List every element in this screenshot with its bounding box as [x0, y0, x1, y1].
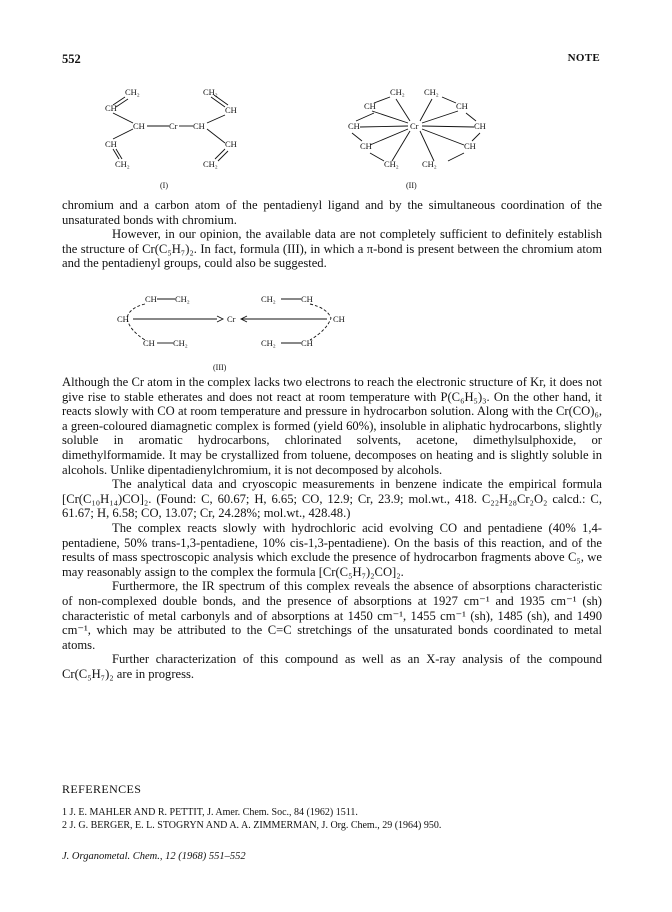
bond [422, 129, 464, 145]
bond [207, 115, 225, 123]
bond [466, 113, 476, 121]
paragraph: Further characterization of this compound as well as an X-ray analysis of the compound Cr(C₅H₇)₂ are in progress. [62, 652, 602, 681]
figure-label: (III) [213, 363, 227, 372]
section-label: NOTE [567, 52, 600, 64]
atom-label: CH [143, 338, 155, 348]
bond [356, 113, 374, 121]
paragraph-block-2 [62, 375, 602, 681]
bond [113, 149, 119, 159]
bond [113, 97, 125, 105]
atom-label: CH₂ [203, 159, 218, 169]
paragraph-block-1 [62, 198, 602, 271]
atom-label: CH₂ [125, 87, 140, 97]
atom-label: CH [474, 121, 486, 131]
atom-label: CH [348, 121, 360, 131]
bond [113, 113, 133, 123]
bond [422, 111, 458, 123]
atom-label: CH₂ [261, 294, 276, 304]
atom-label: CH₂ [422, 159, 437, 169]
atom-label: CH₂ [424, 87, 439, 97]
atom-label: CH₂ [390, 87, 405, 97]
bond [370, 153, 384, 161]
arrow-head [217, 316, 223, 322]
atom-label: CH [133, 121, 145, 131]
figure-label: (II) [406, 181, 417, 190]
atom-label: CH [117, 314, 129, 324]
bond [442, 97, 456, 103]
structure-figure-1 [95, 85, 270, 195]
paragraph: Although the Cr atom in the complex lacks two electrons to reach the electronic structure of Kr, it does not give rise to stable etherates and does not react at room temperature with P(C₆H₅)₃. On the other hand, it reacts slowly with CO at room temperature and pressure in hydrocarbon solution. Along with the Cr(CO)₆, a green-coloured diamagnetic complex is formed (yield 60%), insoluble in aliphatic hydrocarbons, slightly soluble in aromatic hydrocarbons, chlorinated solvents, acetone, dimethylsulphoxide, or dimethylformamide. It may be crystallized from toluene, decomposes on heating and is slightly soluble in alcohols. Unlike dipentadienylchromium, it is not decomposed by alcohols. [62, 375, 602, 477]
bond [374, 97, 390, 103]
bond [370, 129, 408, 145]
bond [472, 133, 480, 141]
structure-figure-3 [105, 290, 375, 375]
bond [360, 126, 408, 127]
bond [372, 111, 408, 123]
atom-label: CH₂ [115, 159, 130, 169]
paragraph: Furthermore, the IR spectrum of this complex reveals the absence of absorptions characteristic of non-complexed double bonds, and the presence of absorptions at 1927 cm⁻¹ and 1935 cm⁻¹ (sh) characteristic of metal carbonyls and of absorptions at 1450 cm⁻¹, 1455 cm⁻¹ (sh), 1485 (sh), and 1490 cm⁻¹, which may be attributed to the C=C stretchings of the unsaturated bonds coordinated to metal atoms. [62, 579, 602, 652]
journal-citation: J. Organometal. Chem., 12 (1968) 551–552 [62, 851, 246, 862]
atom-label: CH₂ [175, 294, 190, 304]
bond [422, 126, 474, 127]
paragraph: The analytical data and cryoscopic measurements in benzene indicate the empirical formula [Cr(C₁₀H₁₄)CO]₂. (Found: C, 60.67; H, 6.65; CO, 12.9; Cr, 23.9; mol.wt., 418. C₂₂H₂₈Cr₂O₂ calcd.: C, 61.67; H, 6.58; CO, 13.07; Cr, 24.28%; mol.wt., 428.48.) [62, 477, 602, 521]
bond [420, 99, 432, 121]
atom-label: CH [333, 314, 345, 324]
atom-label: CH [105, 139, 117, 149]
pi-system-left [127, 304, 145, 340]
atom-label: Cr [227, 314, 236, 324]
structure-figure-2 [330, 85, 520, 195]
atom-label: Cr [410, 121, 419, 131]
paragraph: The complex reacts slowly with hydrochloric acid evolving CO and pentadiene (40% 1,4-pentadiene, 50% trans-1,3-pentadiene, 10% cis-1,3-pentadiene). On the basis of this reaction, and of the results of mass spectroscopic analysis which exclude the presence of hydrocarbon fragments above C₅, we may reasonably assign to the complex the formula [Cr(C₅H₇)₂CO]₂. [62, 520, 602, 579]
reference-item: 1 J. E. MAHLER AND R. PETTIT, J. Amer. Chem. Soc., 84 (1962) 1511. [62, 807, 358, 818]
paragraph: chromium and a carbon atom of the pentadienyl ligand and by the simultaneous coordination of the unsaturated bonds with chromium. [62, 198, 602, 227]
atom-label: CH [145, 294, 157, 304]
bond [116, 99, 128, 107]
bond [448, 153, 464, 161]
bond [211, 97, 225, 107]
bond [218, 151, 228, 161]
figure-label: (I) [160, 181, 168, 190]
atom-label: CH [105, 103, 117, 113]
bond [215, 149, 225, 159]
bond [116, 149, 122, 159]
atom-label: CH [225, 139, 237, 149]
paragraph: However, in our opinion, the available data are not completely sufficient to definitely establish the structure of Cr(C₅H₇)₂. In fact, formula (III), in which a π-bond is present between the chromium atom and the pentadienyl groups, could also be suggested. [62, 227, 602, 271]
bond [392, 131, 410, 161]
atom-label: CH₂ [173, 338, 188, 348]
bond [396, 99, 410, 121]
atom-label: CH [364, 101, 376, 111]
atom-label: CH [301, 294, 313, 304]
atom-label: CH [301, 338, 313, 348]
atom-label: CH₂ [261, 338, 276, 348]
atom-label: CH₂ [203, 87, 218, 97]
atom-label: CH [225, 105, 237, 115]
bond [113, 129, 133, 139]
bond [352, 133, 362, 141]
atom-label: CH [456, 101, 468, 111]
bond [420, 131, 434, 161]
atom-label: CH [193, 121, 205, 131]
atom-label: Cr [169, 121, 178, 131]
atom-label: CH [360, 141, 372, 151]
page-number: 552 [62, 52, 81, 66]
references-list [62, 806, 602, 832]
references-heading: REFERENCES [62, 782, 142, 796]
bond [214, 95, 228, 105]
atom-label: CH [464, 141, 476, 151]
atom-label: CH₂ [384, 159, 399, 169]
reference-item: 2 J. G. BERGER, E. L. STOGRYN AND A. A. ZIMMERMAN, J. Org. Chem., 29 (1964) 950. [62, 820, 442, 831]
pi-system-right [310, 304, 331, 340]
bond [207, 129, 225, 143]
